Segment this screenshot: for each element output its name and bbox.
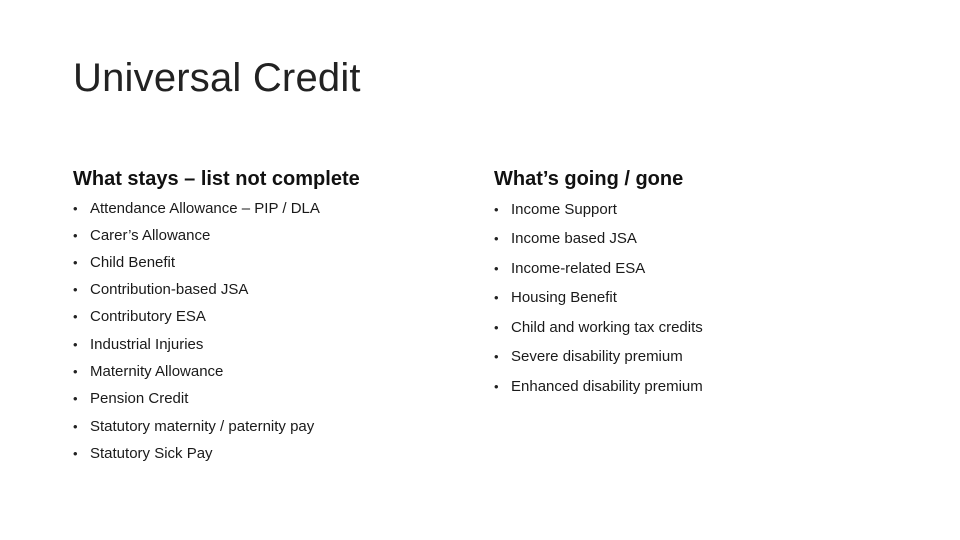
- list-item-label: Statutory maternity / paternity pay: [90, 418, 315, 435]
- list-item: [73, 308, 206, 326]
- list-item-label: Enhanced disability premium: [511, 378, 703, 395]
- bullet-icon: •: [494, 261, 499, 276]
- list-item: [494, 378, 703, 396]
- bullet-icon: •: [73, 446, 78, 461]
- bullet-icon: •: [73, 255, 78, 270]
- bullet-icon: •: [494, 379, 499, 394]
- list-item-label: Income-related ESA: [511, 260, 646, 277]
- bullet-icon: •: [73, 364, 78, 379]
- list-item: [73, 418, 314, 436]
- bullet-icon: •: [73, 309, 78, 324]
- list-item-label: Income Support: [511, 201, 617, 218]
- list-item-label: Attendance Allowance – PIP / DLA: [90, 200, 320, 217]
- what-stays-list: [73, 200, 473, 470]
- whats-going-list: [494, 201, 894, 401]
- bullet-icon: •: [73, 282, 78, 297]
- list-item-label: Child and working tax credits: [511, 319, 703, 336]
- list-item: [73, 281, 248, 299]
- list-item: [73, 254, 175, 272]
- list-item: [494, 260, 645, 278]
- list-item-label: Pension Credit: [90, 390, 189, 407]
- bullet-icon: •: [494, 290, 499, 305]
- bullet-icon: •: [494, 320, 499, 335]
- bullet-icon: •: [494, 349, 499, 364]
- list-item-label: Statutory Sick Pay: [90, 445, 213, 462]
- whats-going-heading: What’s going / gone: [494, 168, 684, 190]
- bullet-icon: •: [494, 202, 499, 217]
- what-stays-heading: What stays – list not complete: [73, 168, 360, 190]
- list-item-label: Housing Benefit: [511, 289, 617, 306]
- list-item: [73, 390, 188, 408]
- list-item: [494, 289, 617, 307]
- list-item-label: Child Benefit: [90, 254, 176, 271]
- bullet-icon: •: [73, 419, 78, 434]
- bullet-icon: •: [73, 201, 78, 216]
- bullet-icon: •: [73, 337, 78, 352]
- list-item-label: Maternity Allowance: [90, 363, 224, 380]
- list-item: [494, 230, 637, 248]
- list-item: [494, 319, 703, 337]
- list-item: [494, 348, 683, 366]
- bullet-icon: •: [73, 228, 78, 243]
- list-item-label: Severe disability premium: [511, 348, 683, 365]
- list-item: [73, 363, 223, 381]
- list-item: [73, 227, 210, 245]
- list-item: [494, 201, 617, 219]
- list-item-label: Industrial Injuries: [90, 336, 204, 353]
- list-item-label: Contributory ESA: [90, 308, 206, 325]
- list-item-label: Contribution-based JSA: [90, 281, 249, 298]
- bullet-icon: •: [494, 231, 499, 246]
- list-item-label: Income based JSA: [511, 230, 637, 247]
- list-item: [73, 445, 213, 463]
- bullet-icon: •: [73, 391, 78, 406]
- list-item-label: Carer’s Allowance: [90, 227, 211, 244]
- list-item: [73, 336, 203, 354]
- slide-title: Universal Credit: [73, 56, 361, 100]
- list-item: [73, 200, 320, 218]
